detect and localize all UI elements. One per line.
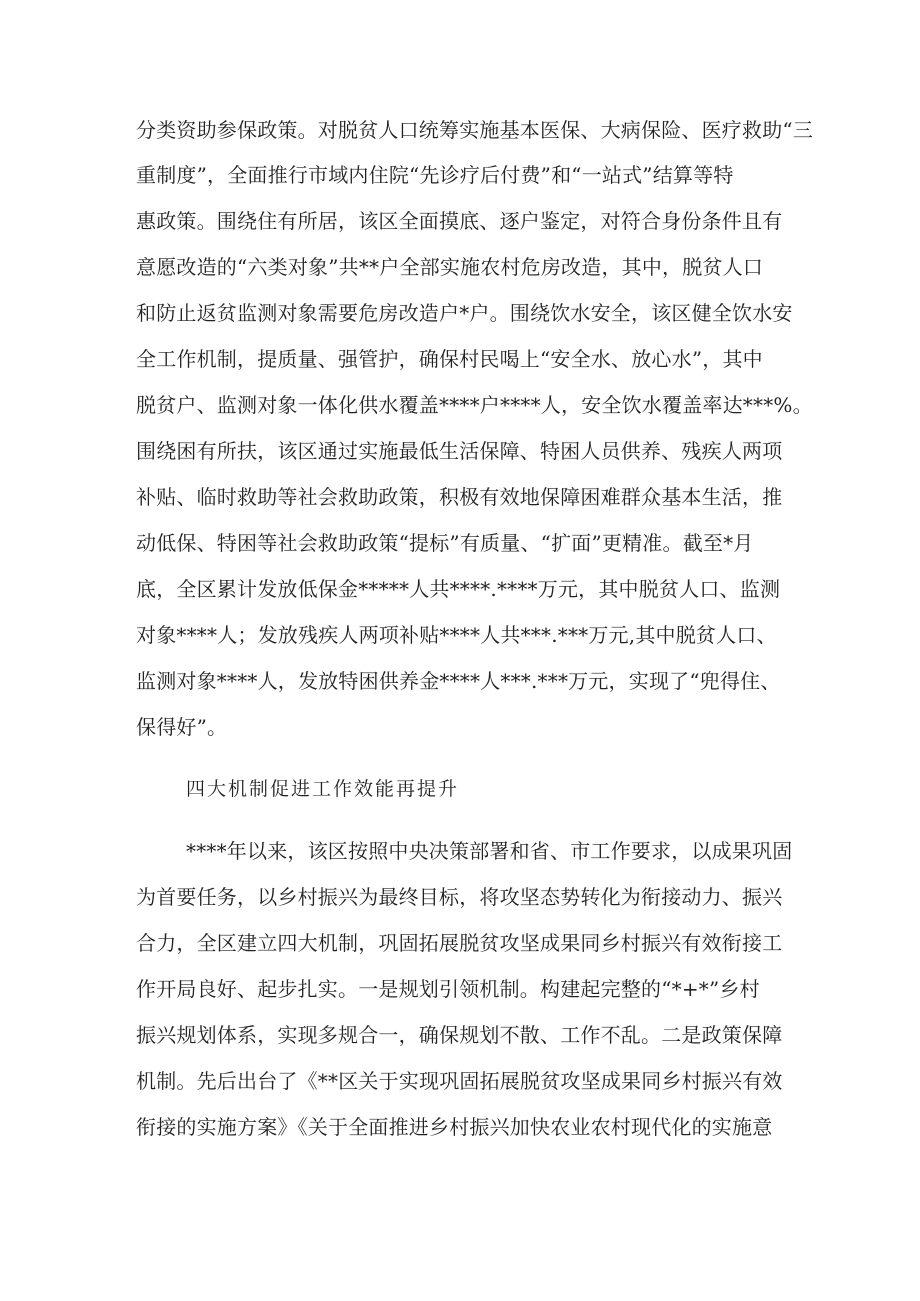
paragraph-line: 惠政策。围绕住有所居，该区全面摸底、逐户鉴定，对符合身份条件且有 xyxy=(136,209,783,233)
paragraph-line: 作开局良好、起步扎实。一是规划引领机制。构建起完整的“*+*”乡村 xyxy=(136,977,760,1001)
paragraph-line: 合力，全区建立四大机制，巩固拓展脱贫攻坚成果同乡村振兴有效衔接工 xyxy=(136,931,783,955)
paragraph-line: 底，全区累计发放低保金*****人共****.****万元，其中脱贫人口、监测 xyxy=(136,577,781,601)
paragraph-line: 重制度”，全面推行市域内住院“先诊疗后付费”和“一站式”结算等特 xyxy=(136,163,734,187)
paragraph-line: 对象****人；发放残疾人两项补贴****人共***.***万元,其中脱贫人口、 xyxy=(136,623,777,647)
paragraph-line: 围绕困有所扶，该区通过实施最低生活保障、特困人员供养、残疾人两项 xyxy=(136,439,783,463)
paragraph-line: 补贴、临时救助等社会救助政策，积极有效地保障困难群众基本生活，推 xyxy=(136,485,783,509)
paragraph-line: 和防止返贫监测对象需要危房改造户*户。围绕饮水安全，该区健全饮水安 xyxy=(136,301,793,325)
paragraph-line: 意愿改造的“六类对象”共**户全部实施农村危房改造，其中，脱贫人口 xyxy=(136,255,764,279)
paragraph-line: 脱贫户、监测对象一体化供水覆盖****户****人，安全饮水覆盖率达***%。 xyxy=(136,393,813,417)
paragraph-line: 动低保、特困等社会救助政策“提标”有质量、“扩面”更精准。截至*月 xyxy=(136,531,754,555)
paragraph-line: ****年以来，该区按照中央决策部署和省、市工作要求，以成果巩固 xyxy=(186,839,793,863)
paragraph-line: 监测对象****人，发放特困供养金****人***.***万元，实现了“兜得住、 xyxy=(136,669,781,693)
section-heading: 四大机制促进工作效能再提升 xyxy=(186,778,460,800)
paragraph-line: 为首要任务，以乡村振兴为最终目标，将攻坚态势转化为衔接动力、振兴 xyxy=(136,885,783,909)
paragraph-line: 保得好”。 xyxy=(136,715,228,739)
paragraph-line: 全工作机制，提质量、强管护，确保村民喝上“安全水、放心水”，其中 xyxy=(136,347,763,371)
paragraph-line: 衔接的实施方案》《关于全面推进乡村振兴加快农业农村现代化的实施意 xyxy=(136,1115,773,1139)
paragraph-line: 机制。先后出台了《**区关于实现巩固拓展脱贫攻坚成果同乡村振兴有效 xyxy=(136,1069,783,1093)
paragraph-line: 分类资助参保政策。对脱贫人口统筹实施基本医保、大病保险、医疗救助“三 xyxy=(136,118,814,142)
paragraph-line: 振兴规划体系，实现多规合一，确保规划不散、工作不乱。二是政策保障 xyxy=(136,1023,783,1047)
